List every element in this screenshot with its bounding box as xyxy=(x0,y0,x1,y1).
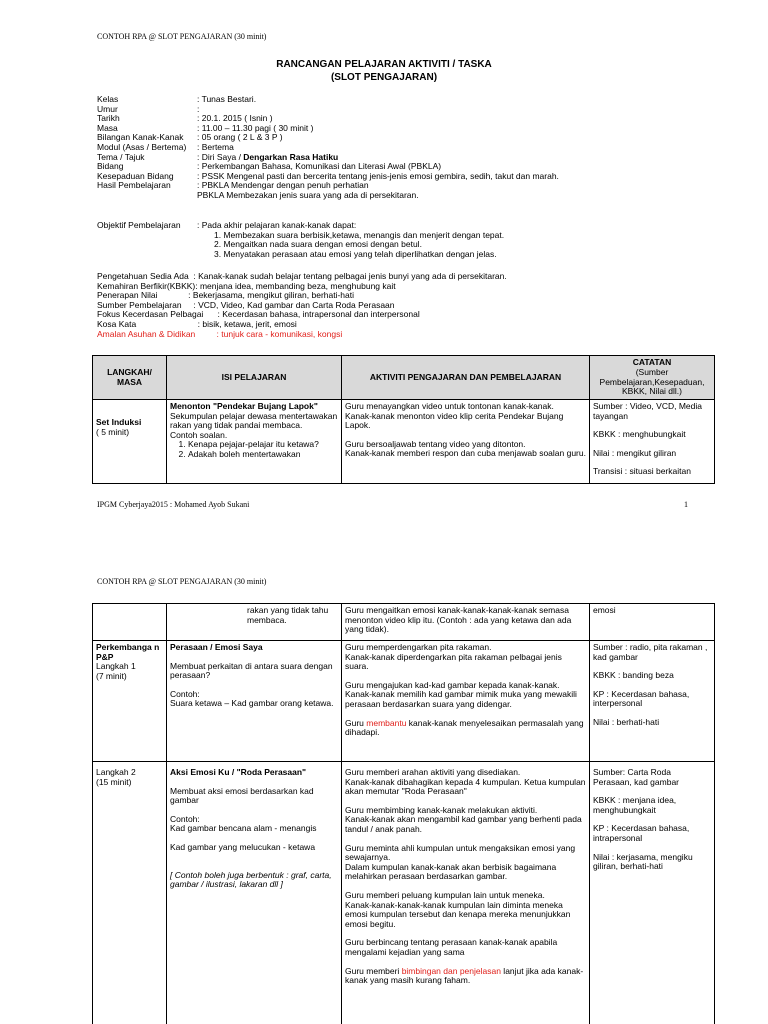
objective-item: 1. Membezakan suara berbisik,ketawa, menangis dan menjerit dengan tepat. xyxy=(214,229,505,240)
step-name: Set Induksi xyxy=(96,417,142,427)
tema-title: Dengarkan Rasa Hatiku xyxy=(243,151,339,162)
info-value: : PBKLA Mendengar dengan penuh perhatian xyxy=(197,180,369,191)
extra-line: Penerapan Nilai : Bekerjasama, mengikut giliran, berhati-hati xyxy=(97,290,355,301)
info-value: : 20.1. 2015 ( Isnin ) xyxy=(197,113,273,124)
lesson-extra-info xyxy=(97,272,507,339)
info-label: Masa xyxy=(97,122,118,133)
info-label xyxy=(97,191,197,201)
info-value: PBKLA Membezakan jenis suara yang ada di persekitaran. xyxy=(197,189,419,200)
step-time: (7 minit) xyxy=(96,670,127,681)
extra-line: Kemahiran Berfikir(KBKK): menjana idea, membanding beza, menghubung kait xyxy=(97,280,396,291)
extra-line: Sumber Pembelajaran : VCD, Video, Kad gambar dan Carta Roda Perasaan xyxy=(97,299,395,310)
activity-line: Guru bersoaljawab tentang video yang ditonton. xyxy=(345,438,526,449)
list-item: 2. Adakah boleh mentertawakan xyxy=(188,450,338,460)
notes-cell xyxy=(590,400,715,484)
extra-line: Pengetahuan Sedia Ada : Kanak-kanak sudah belajar tentang pelbagai jenis bunyi yang ada di persekitaran. xyxy=(97,271,507,281)
info-row xyxy=(97,95,559,105)
lesson-info xyxy=(97,95,559,201)
objective-item: 3. Menyatakan perasaan atau emosi yang telah diperlihatkan dengan jelas. xyxy=(214,248,497,259)
col-header-langkah: LANGKAH/ MASA xyxy=(93,356,167,400)
step-cell xyxy=(93,641,167,762)
activity-cell: Guru mengaitkan emosi kanak-kanak-kanak-kanak semasa menonton video klip itu. (Contoh : ada yang ketawa dan ada yang tidak). xyxy=(342,604,590,641)
list-item: 1. Kenapa pejajar-pelajar itu ketawa? xyxy=(188,440,338,450)
page-header: CONTOH RPA @ SLOT PENGAJARAN (30 minit) xyxy=(97,577,267,586)
col-header-isi: ISI PELAJARAN xyxy=(167,356,342,400)
page-gap xyxy=(0,515,768,575)
activity-line: Guru membantu kanak-kanak menyelesaikan permasalah yang dihadapi. xyxy=(345,717,584,738)
col-header-catatan xyxy=(590,356,715,400)
content-note: [ Contoh boleh juga berbentuk : graf, carta, gambar / ilustrasi, lakaran dll ] xyxy=(170,869,332,890)
doc-subtitle: (SLOT PENGAJARAN) xyxy=(330,72,438,83)
page-footer: IPGM Cyberjaya2015 : Mohamed Ayob Sukani xyxy=(97,500,250,509)
content-title: Menonton "Pendekar Bujang Lapok" xyxy=(170,401,318,411)
note-line: Transisi : situasi berkaitan xyxy=(593,466,691,477)
question-list xyxy=(170,440,338,459)
info-row xyxy=(97,191,559,201)
content-cell: rakan yang tidak tahu membaca. xyxy=(167,604,342,641)
note-line: KP : Kecerdasan bahasa, interpersonal xyxy=(593,688,690,709)
info-label: Tema / Tajuk xyxy=(97,151,145,162)
note-line: Nilai : berhati-hati xyxy=(593,716,660,727)
info-value: : Bertema xyxy=(197,141,234,152)
content-example-label: Contoh soalan. xyxy=(170,429,228,440)
activity-line: Guru membimbing kanak-kanak melakukan aktiviti. xyxy=(345,804,538,815)
activity-cell xyxy=(342,400,590,484)
note-line: Nilai : mengikut giliran xyxy=(593,447,677,458)
activity-line: Kanak-kanak-kanak-kanak kumpulan lain diminta meneka emosi kumpulan tersebut dan kenapa mereka menunjukkan emosi begitu. xyxy=(345,899,571,929)
table-row xyxy=(93,762,715,1024)
activity-line: Guru mengajukan kad-kad gambar kepada kanak-kanak. xyxy=(345,679,560,690)
content-text: Membuat perkaitan di antara suara dengan perasaan? xyxy=(170,660,333,681)
activity-line: Kanak-kanak memilih kad gambar mimik muka yang mewakili perasaan berdasarkan suara yang didengar. xyxy=(345,689,577,709)
info-value: : Tunas Bestari. xyxy=(197,94,257,104)
table-row xyxy=(93,641,715,762)
table-row xyxy=(93,400,715,484)
activity-line: Kanak-kanak diperdengarkan pita rakaman pelbagai jenis suara. xyxy=(345,651,562,672)
note-line: Sumber: Carta Roda Perasaan, kad gambar xyxy=(593,767,679,787)
info-label: Kelas xyxy=(97,94,119,104)
activity-cell xyxy=(342,762,590,1024)
notes-cell xyxy=(590,641,715,762)
step-name: Perkembanga n P&P xyxy=(96,642,160,662)
activity-line: Kanak-kanak memberi respon dan cuba menjawab soalan guru. xyxy=(345,448,586,459)
info-value: : PSSK Mengenal pasti dan bercerita tentang jenis-jenis emosi gembira, sedih, takut dan marah. xyxy=(197,170,559,181)
note-line: KBKK : menghubungkait xyxy=(593,429,686,440)
table-row xyxy=(93,604,715,641)
activity-cell xyxy=(342,641,590,762)
info-value: : xyxy=(197,103,200,114)
activity-line: Guru memberi arahan aktiviti yang disediakan. xyxy=(345,767,521,777)
activity-line: Kanak-kanak dibahagikan kepada 4 kumpulan. Ketua kumpulan akan memutar "Roda Perasaan" xyxy=(345,776,586,797)
info-label: Hasil Pembelajaran xyxy=(97,180,171,191)
catatan-subtitle: (Sumber Pembelajaran,Kesepaduan, KBKK, Nilai dll.) xyxy=(599,366,705,397)
content-example: Kad gambar yang melucukan - ketawa xyxy=(170,841,316,852)
col-header-aktiviti: AKTIVITI PENGAJARAN DAN PEMBELAJARAN xyxy=(342,356,590,400)
content-example: Suara ketawa – Kad gambar orang ketawa. xyxy=(170,698,334,709)
content-example: Kad gambar bencana alam - menangis xyxy=(170,823,317,834)
info-value: : 11.00 – 11.30 pagi ( 30 minit ) xyxy=(197,122,314,133)
tema-prefix: : Diri Saya / xyxy=(197,151,244,162)
content-text: Membuat aksi emosi berdasarkan kad gambar xyxy=(170,785,314,806)
step-sub: Langkah 1 xyxy=(96,661,136,672)
info-label: Bilangan Kanak-Kanak xyxy=(97,132,184,143)
step-time: ( 5 minit) xyxy=(96,426,130,437)
content-title: Perasaan / Emosi Saya xyxy=(170,642,263,652)
step-time: (15 minit) xyxy=(96,776,132,787)
objectives xyxy=(97,221,504,259)
note-line: Sumber : Video, VCD, Media tayangan xyxy=(593,401,702,421)
note-line: KBKK : menjana idea, menghubungkait xyxy=(593,795,677,815)
objectives-label: Objektif Pembelajaran xyxy=(97,220,181,230)
highlight-text: membantu xyxy=(366,717,407,728)
extra-line: Kosa Kata : bisik, ketawa, jerit, emosi xyxy=(97,318,297,329)
extra-line: Fokus Kecerdasan Pelbagai : Kecerdasan bahasa, intrapersonal dan interpersonal xyxy=(97,309,420,320)
info-value: : Perkembangan Bahasa, Komunikasi dan Literasi Awal (PBKLA) xyxy=(197,161,442,172)
note-line: Nilai : kerjasama, mengiku giliran, berhati-hati xyxy=(593,851,693,872)
note-line: KP : Kecerdasan bahasa, intrapersonal xyxy=(593,823,690,843)
content-example-label: Contoh: xyxy=(170,813,200,824)
content-title: Aksi Emosi Ku / "Roda Perasaan" xyxy=(170,767,307,777)
page-2 xyxy=(0,575,768,1024)
info-row xyxy=(97,114,559,124)
amalan-line: Amalan Asuhan & Didikan : tunjuk cara - komunikasi, kongsi xyxy=(97,328,343,339)
activity-line: Kanak-kanak menonton video klip cerita Pendekar Bujang Lapok. xyxy=(345,410,564,431)
note-line: KBKK : banding beza xyxy=(593,670,674,681)
activity-line: Guru memperdengarkan pita rakaman. xyxy=(345,642,492,652)
notes-cell xyxy=(590,762,715,1024)
activity-line: Dalam kumpulan kanak-kanak akan berbisik bagaimana melahirkan perasaan berdasarkan gambar. xyxy=(345,861,557,882)
table-header-row xyxy=(93,356,715,400)
activity-line: Kanak-kanak akan mengambil kad gambar yang berhenti pada tandul / anak panah. xyxy=(345,814,582,834)
note-line: Sumber : radio, pita rakaman , kad gambar xyxy=(593,642,708,662)
step-name: Langkah 2 xyxy=(96,767,136,777)
content-example-label: Contoh: xyxy=(170,688,200,699)
step-cell xyxy=(93,400,167,484)
step-cell xyxy=(93,762,167,1024)
content-cell xyxy=(167,641,342,762)
content-cell xyxy=(167,400,342,484)
page-header: CONTOH RPA @ SLOT PENGAJARAN (30 minit) xyxy=(97,32,267,41)
catatan-title: CATATAN xyxy=(632,357,672,368)
info-label: Tarikh xyxy=(97,113,120,124)
info-label: Bidang xyxy=(97,161,124,172)
activity-line: Guru memberi peluang kumpulan lain untuk meneka. xyxy=(345,889,545,900)
notes-cell: emosi xyxy=(590,604,715,641)
doc-title: RANCANGAN PELAJARAN AKTIVITI / TASKA xyxy=(276,59,492,70)
highlight-text: bimbingan dan penjelasan xyxy=(401,965,501,976)
lesson-table-continued xyxy=(92,603,715,1024)
objectives-intro: : Pada akhir pelajaran kanak-kanak dapat: xyxy=(197,220,357,230)
content-text: Sekumpulan pelajar dewasa mentertawakan rakan yang tidak pandai membaca. xyxy=(170,410,338,431)
info-row xyxy=(97,105,559,115)
content-cell xyxy=(167,762,342,1024)
info-value: : 05 orang ( 2 L & 3 P ) xyxy=(197,132,283,143)
info-label: Kesepaduan Bidang xyxy=(97,170,174,181)
page-number: 1 xyxy=(684,500,688,509)
objective-item: 2. Mengaitkan nada suara dengan emosi dengan betul. xyxy=(214,239,422,250)
activity-line: Guru menayangkan video untuk tontonan kanak-kanak. xyxy=(345,401,554,411)
activity-line: Guru berbincang tentang perasaan kanak-kanak apabila mengalami kejadian yang sama xyxy=(345,937,558,957)
lesson-table xyxy=(92,355,715,484)
activity-line: Guru memberi bimbingan dan penjelasan lanjut jika ada kanak-kanak yang masih kurang faham. xyxy=(345,965,584,986)
activity-line: Guru meminta ahli kumpulan untuk mengaksikan emosi yang sewajarnya. xyxy=(345,842,576,863)
info-label: Umur xyxy=(97,103,118,114)
info-label: Modul (Asas / Bertema) xyxy=(97,141,187,152)
